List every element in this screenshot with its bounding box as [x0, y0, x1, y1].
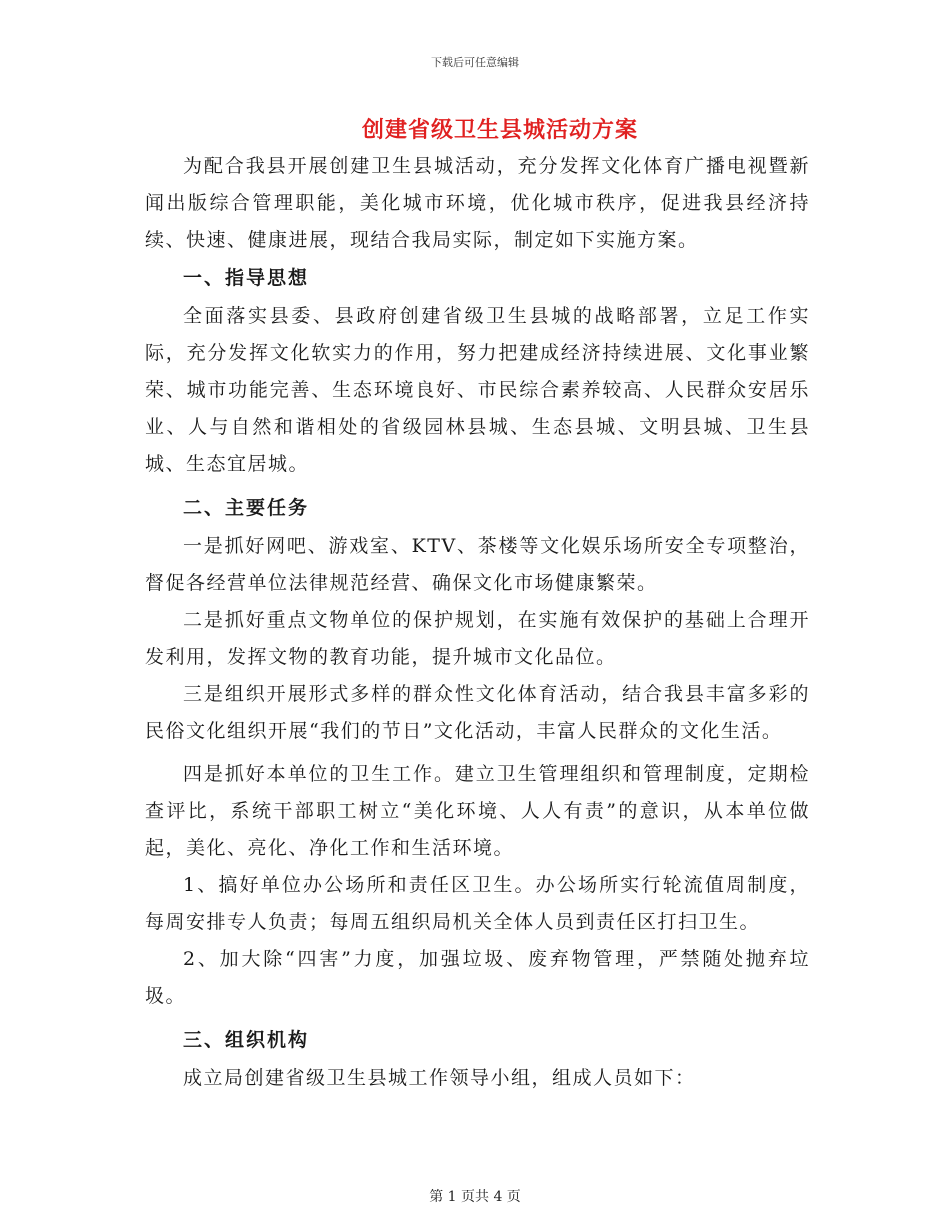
paragraph: 成立局创建省级卫生县城工作领导小组，组成人员如下：	[183, 1067, 696, 1089]
paragraph: 三是组织开展形式多样的群众性文化体育活动，结合我县丰富多彩的民俗文化组织开展“我们的节日”文化活动，丰富人民群众的文化生活。	[145, 683, 810, 742]
paragraph: 二是抓好重点文物单位的保护规划，在实施有效保护的基础上合理开发利用，发挥文物的教育功能，提升城市文化品位。	[145, 609, 810, 668]
paragraph: 2、加大除“四害”力度，加强垃圾、废弃物管理，严禁随处抛弃垃圾。	[145, 948, 810, 1007]
page-footer: 第 1 页共 4 页	[429, 1189, 521, 1205]
paragraph: 1、搞好单位办公场所和责任区卫生。办公场所实行轮流值周制度，每周安排专人负责；每周五组织局机关全体人员到责任区打扫卫生。	[145, 874, 810, 933]
intro-paragraph: 为配合我县开展创建卫生县城活动，充分发挥文化体育广播电视暨新闻出版综合管理职能，美化城市环境，优化城市秩序，促进我县经济持续、快速、健康进展，现结合我局实际，制定如下实施方案。	[145, 155, 810, 251]
document-body	[145, 148, 810, 1097]
paragraph: 四是抓好本单位的卫生工作。建立卫生管理组织和管理制度，定期检查评比，系统干部职工树立“美化环境、人人有责”的意识，从本单位做起，美化、亮化、净化工作和生活环境。	[145, 763, 810, 859]
page-header: 下载后可任意编辑	[431, 56, 519, 69]
paragraph: 一是抓好网吧、游戏室、KTV、茶楼等文化娱乐场所安全专项整治，督促各经营单位法律规范经营、确保文化市场健康繁荣。	[145, 535, 810, 594]
paragraph: 全面落实县委、县政府创建省级卫生县城的战略部署，立足工作实际，充分发挥文化软实力的作用，努力把建成经济持续进展、文化事业繁荣、城市功能完善、生态环境良好、市民综合素养较高、人民群众安居乐业、人与自然和谐相处的省级园林县城、生态县城、文明县城、卫生县城、生态宜居城。	[145, 305, 810, 475]
section-heading-main-tasks: 二、主要任务	[183, 497, 310, 519]
section-heading-organization: 三、组织机构	[183, 1029, 310, 1051]
document-title: 创建省级卫生县城活动方案	[361, 117, 638, 143]
section-heading-guiding-ideology: 一、指导思想	[183, 267, 310, 289]
